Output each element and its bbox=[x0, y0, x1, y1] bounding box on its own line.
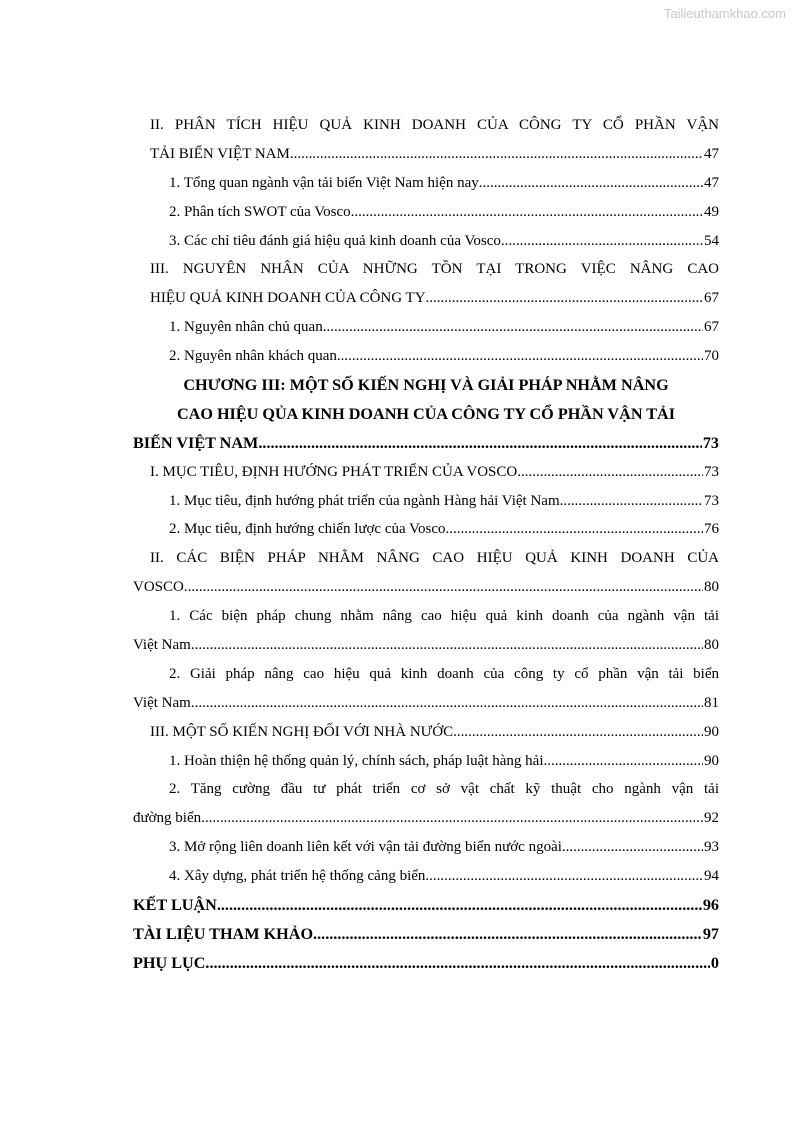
toc-entry-text: 2. Phân tích SWOT của Vosco bbox=[169, 203, 351, 220]
toc-entry-section-3[interactable] bbox=[133, 284, 719, 313]
toc-entry-text: 2. Mục tiêu, định hướng chiến lược của Vosco bbox=[169, 521, 446, 538]
toc-entry-ch3-sec2-item-1-line1[interactable]: 1. Các biện pháp chung nhằm nâng cao hiệu quả kinh doanh của ngành vận tải bbox=[169, 608, 719, 625]
dot-leader bbox=[453, 718, 703, 747]
toc-entry-ch3-sec2-item-1[interactable] bbox=[133, 631, 719, 660]
toc-entry-text: 1. Mục tiêu, định hướng phát triển của ngành Hàng hải Việt Nam bbox=[169, 492, 560, 509]
toc-entry-text: TÀI LIỆU THAM KHẢO bbox=[133, 924, 314, 943]
toc-entry-sec2-item-2[interactable] bbox=[133, 198, 719, 227]
dot-leader bbox=[313, 920, 702, 949]
toc-entry-text: HIỆU QUẢ KINH DOANH CỦA CÔNG TY bbox=[150, 290, 426, 307]
toc-entry-text: VOSCO bbox=[133, 579, 184, 596]
page-number: 80 bbox=[704, 579, 719, 596]
toc-entry-text: Việt Nam bbox=[133, 694, 191, 711]
toc-entry-ch3-section-2-line1[interactable]: II. CÁC BIỆN PHÁP NHẰM NÂNG CAO HIỆU QUẢ KINH DOANH CỦA bbox=[150, 550, 719, 567]
dot-leader bbox=[323, 313, 703, 342]
page-number: 76 bbox=[704, 521, 719, 538]
toc-entry-text: 1. Tổng quan ngành vận tải biển Việt Nam hiện nay bbox=[169, 174, 479, 191]
toc-entry-text: KẾT LUẬN bbox=[133, 896, 217, 915]
dot-leader bbox=[479, 169, 703, 198]
toc-entry-section-2-line1[interactable]: II. PHÂN TÍCH HIỆU QUẢ KINH DOANH CỦA CÔNG TY CỔ PHẦN VẬN bbox=[150, 117, 719, 133]
page-number: 81 bbox=[704, 694, 719, 711]
toc-entry-appendix[interactable] bbox=[133, 949, 719, 978]
toc-entry-section-2[interactable] bbox=[133, 140, 719, 169]
toc-chapter-3[interactable] bbox=[133, 429, 719, 458]
page-number: 73 bbox=[704, 492, 719, 509]
toc-entry-ch3-sec3-item-2[interactable] bbox=[133, 804, 719, 833]
toc-entry-references[interactable] bbox=[133, 920, 719, 949]
page-number: 90 bbox=[704, 752, 719, 769]
dot-leader bbox=[191, 631, 703, 660]
toc-entry-sec2-item-1[interactable] bbox=[133, 169, 719, 198]
dot-leader bbox=[217, 891, 702, 920]
toc-entry-text: 1. Hoàn thiện hệ thống quản lý, chính sách, pháp luật hàng hải bbox=[169, 752, 544, 769]
toc-entry-text: 3. Mở rộng liên doanh liên kết với vận tải đường biển nước ngoài bbox=[169, 839, 562, 856]
page-number: 73 bbox=[704, 463, 719, 480]
table-of-contents bbox=[133, 111, 719, 978]
page-number: 0 bbox=[710, 953, 719, 972]
toc-entry-sec3-item-2[interactable] bbox=[133, 342, 719, 371]
dot-leader bbox=[351, 198, 703, 227]
toc-entry-ch3-sec3-item-2-line1[interactable]: 2. Tăng cường đầu tư phát triển cơ sở vật chất kỹ thuật cho ngành vận tải bbox=[169, 781, 719, 798]
dot-leader bbox=[560, 487, 703, 516]
watermark: Tailieuthamkhao.com bbox=[663, 6, 786, 21]
dot-leader bbox=[426, 284, 703, 313]
toc-entry-sec2-item-3[interactable] bbox=[133, 227, 719, 256]
page-number: 47 bbox=[704, 145, 719, 162]
page-number: 67 bbox=[704, 290, 719, 307]
toc-chapter-3-line2[interactable]: CAO HIỆU QỦA KINH DOANH CỦA CÔNG TY CỔ PHẦN VẬN TẢI bbox=[176, 404, 676, 423]
toc-entry-text: 1. Nguyên nhân chủ quan bbox=[169, 319, 323, 336]
toc-entry-text: I. MỤC TIÊU, ĐỊNH HƯỚNG PHÁT TRIỂN CỦA VOSCO bbox=[150, 463, 518, 480]
dot-leader bbox=[201, 804, 703, 833]
dot-leader bbox=[258, 429, 701, 458]
page-number: 70 bbox=[704, 348, 719, 365]
dot-leader bbox=[517, 458, 703, 487]
toc-entry-text: đường biển bbox=[133, 810, 202, 827]
toc-entry-ch3-sec3-item-4[interactable] bbox=[133, 862, 719, 891]
toc-entry-ch3-sec1-item-2[interactable] bbox=[133, 515, 719, 544]
dot-leader bbox=[544, 747, 704, 776]
toc-entry-text: Việt Nam bbox=[133, 637, 191, 654]
toc-entry-text: PHỤ LỤC bbox=[133, 953, 206, 972]
page-number: 47 bbox=[704, 174, 719, 191]
page-number: 96 bbox=[702, 896, 719, 915]
page-number: 49 bbox=[704, 203, 719, 220]
toc-entry-text: 3. Các chỉ tiêu đánh giá hiệu quả kinh doanh của Vosco bbox=[169, 232, 501, 249]
page-number: 97 bbox=[702, 924, 719, 943]
page-number: 93 bbox=[704, 839, 719, 856]
toc-entry-ch3-section-3[interactable] bbox=[133, 718, 719, 747]
dot-leader bbox=[501, 227, 703, 256]
dot-leader bbox=[184, 573, 703, 602]
toc-entry-ch3-sec1-item-1[interactable] bbox=[133, 487, 719, 516]
dot-leader bbox=[425, 862, 703, 891]
dot-leader bbox=[446, 515, 703, 544]
page-number: 54 bbox=[704, 232, 719, 249]
toc-entry-text: 2. Nguyên nhân khách quan bbox=[169, 348, 337, 365]
toc-entry-text: III. MỘT SỐ KIẾN NGHỊ ĐỐI VỚI NHÀ NƯỚC bbox=[150, 723, 454, 740]
toc-entry-ch3-sec3-item-3[interactable] bbox=[133, 833, 719, 862]
toc-entry-text: TẢI BIỂN VIỆT NAM bbox=[150, 145, 290, 162]
dot-leader bbox=[562, 833, 703, 862]
page-number: 73 bbox=[702, 433, 719, 452]
toc-entry-section-3-line1[interactable]: III. NGUYÊN NHÂN CỦA NHỮNG TỒN TẠI TRONG VIỆC NÂNG CAO bbox=[150, 261, 719, 278]
toc-entry-text: 4. Xây dựng, phát triển hệ thống cảng biển bbox=[169, 868, 426, 885]
toc-entry-conclusion[interactable] bbox=[133, 891, 719, 920]
dot-leader bbox=[337, 342, 703, 371]
toc-entry-text: BIỂN VIỆT NAM bbox=[133, 433, 259, 452]
page-number: 92 bbox=[704, 810, 719, 827]
page-number: 80 bbox=[704, 637, 719, 654]
page-number: 67 bbox=[704, 319, 719, 336]
dot-leader bbox=[205, 949, 710, 978]
toc-chapter-3-line1[interactable]: CHƯƠNG III: MỘT SỐ KIẾN NGHỊ VÀ GIẢI PHÁP NHẰM NÂNG bbox=[183, 376, 669, 395]
dot-leader bbox=[290, 140, 703, 169]
toc-entry-sec3-item-1[interactable] bbox=[133, 313, 719, 342]
page-number: 94 bbox=[704, 868, 719, 885]
toc-entry-ch3-sec3-item-1[interactable] bbox=[133, 747, 719, 776]
toc-entry-ch3-sec2-item-2-line1[interactable]: 2. Giải pháp nâng cao hiệu quả kinh doanh của công ty cổ phần vận tải biển bbox=[169, 665, 719, 682]
toc-entry-ch3-section-2[interactable] bbox=[133, 573, 719, 602]
page-number: 90 bbox=[704, 723, 719, 740]
dot-leader bbox=[191, 689, 703, 718]
toc-entry-ch3-sec2-item-2[interactable] bbox=[133, 689, 719, 718]
toc-entry-ch3-section-1[interactable] bbox=[133, 458, 719, 487]
